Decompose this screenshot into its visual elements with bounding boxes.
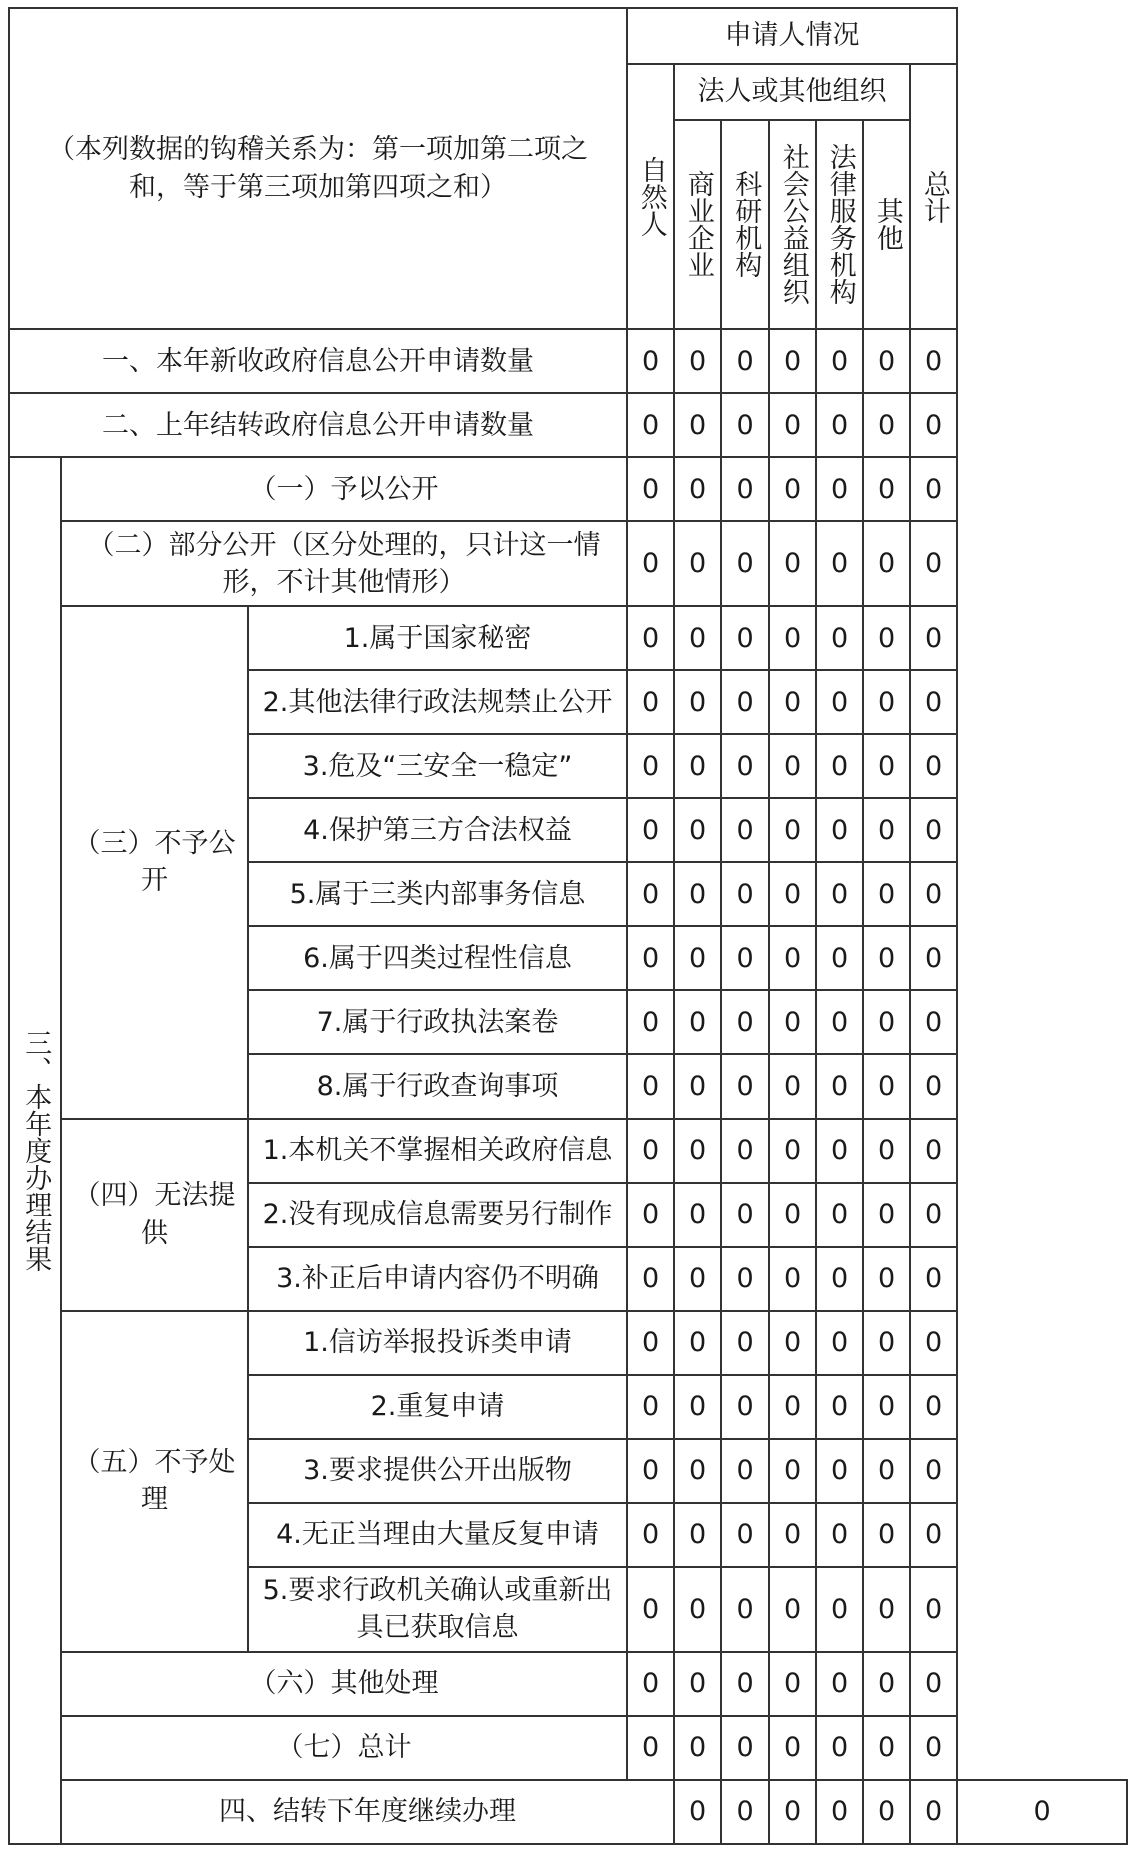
cell-total: 0 [910, 1054, 957, 1118]
cell-legal-service: 0 [863, 1780, 910, 1844]
cell-other: 0 [863, 1119, 910, 1183]
cell-natural-person: 0 [627, 329, 674, 393]
cell-natural-person: 0 [627, 734, 674, 798]
cell-commercial: 0 [674, 734, 721, 798]
cell-natural-person: 0 [627, 521, 674, 606]
cell-legal-service: 0 [816, 1652, 863, 1716]
cell-commercial: 0 [674, 1652, 721, 1716]
cell-total: 0 [910, 1652, 957, 1716]
cell-research: 0 [721, 521, 769, 606]
cell-public-welfare: 0 [769, 1247, 816, 1311]
cell-total: 0 [910, 521, 957, 606]
cell-other: 0 [863, 1503, 910, 1567]
cell-research: 0 [721, 1716, 769, 1780]
cell-legal-service: 0 [816, 457, 863, 521]
cell-public-welfare: 0 [769, 521, 816, 606]
cell-other: 0 [863, 1247, 910, 1311]
cell-total: 0 [910, 329, 957, 393]
header-natural-person: 自然人 [627, 64, 674, 330]
cell-legal-service: 0 [816, 521, 863, 606]
cell-natural-person: 0 [627, 1054, 674, 1118]
row-label: 一、本年新收政府信息公开申请数量 [9, 329, 627, 393]
cell-natural-person: 0 [627, 1439, 674, 1503]
cell-other: 0 [910, 1780, 957, 1844]
cell-total: 0 [910, 457, 957, 521]
cell-natural-person: 0 [627, 926, 674, 990]
cell-commercial: 0 [674, 1119, 721, 1183]
table-row [9, 1652, 1127, 1716]
cell-legal-service: 0 [816, 1054, 863, 1118]
cell-natural-person: 0 [627, 1567, 674, 1652]
cell-commercial: 0 [674, 1716, 721, 1780]
cell-natural-person: 0 [627, 990, 674, 1054]
cell-commercial: 0 [674, 1375, 721, 1439]
cell-natural-person: 0 [627, 1119, 674, 1183]
cell-public-welfare: 0 [769, 1652, 816, 1716]
cell-commercial: 0 [674, 990, 721, 1054]
table-row [9, 521, 1127, 606]
cell-research: 0 [721, 1311, 769, 1375]
statistics-table [8, 7, 1128, 1845]
header-commercial: 商业企业 [674, 120, 721, 330]
cell-other: 0 [863, 670, 910, 734]
cell-public-welfare: 0 [769, 1567, 816, 1652]
cell-total: 0 [910, 1119, 957, 1183]
cell-total: 0 [910, 1183, 957, 1247]
cell-other: 0 [863, 606, 910, 670]
cell-total: 0 [910, 862, 957, 926]
cell-public-welfare: 0 [769, 926, 816, 990]
row-label: （一）予以公开 [61, 457, 627, 521]
cell-total: 0 [910, 798, 957, 862]
cell-total: 0 [910, 1247, 957, 1311]
item-label: 1.信访举报投诉类申请 [248, 1311, 627, 1375]
header-note: （本列数据的钩稽关系为：第一项加第二项之和，等于第三项加第四项之和） [9, 8, 627, 329]
cell-total: 0 [910, 734, 957, 798]
cell-natural-person: 0 [627, 393, 674, 457]
cell-natural-person: 0 [627, 1716, 674, 1780]
cell-natural-person: 0 [627, 1652, 674, 1716]
cell-legal-service: 0 [816, 1247, 863, 1311]
cell-natural-person: 0 [627, 1503, 674, 1567]
cell-research: 0 [721, 798, 769, 862]
cell-commercial: 0 [674, 457, 721, 521]
cell-research: 0 [721, 329, 769, 393]
item-label: 7.属于行政执法案卷 [248, 990, 627, 1054]
cell-natural-person: 0 [627, 670, 674, 734]
cell-commercial: 0 [674, 1311, 721, 1375]
cell-total: 0 [910, 990, 957, 1054]
item-label: 4.无正当理由大量反复申请 [248, 1503, 627, 1567]
cell-other: 0 [863, 521, 910, 606]
header-public-welfare: 社会公益组织 [769, 120, 816, 330]
cell-commercial: 0 [674, 521, 721, 606]
item-label: 3.要求提供公开出版物 [248, 1439, 627, 1503]
cell-legal-service: 0 [816, 1567, 863, 1652]
table-row [9, 329, 1127, 393]
cell-commercial: 0 [674, 1439, 721, 1503]
cell-commercial: 0 [674, 329, 721, 393]
cell-research: 0 [721, 393, 769, 457]
cell-total: 0 [910, 1567, 957, 1652]
cell-total: 0 [910, 670, 957, 734]
cell-legal-service: 0 [816, 862, 863, 926]
cell-public-welfare: 0 [769, 1375, 816, 1439]
cell-natural-person: 0 [627, 862, 674, 926]
cell-research: 0 [721, 1247, 769, 1311]
item-label: 2.其他法律行政法规禁止公开 [248, 670, 627, 734]
cell-total: 0 [910, 393, 957, 457]
item-label: 1.属于国家秘密 [248, 606, 627, 670]
item-label: 1.本机关不掌握相关政府信息 [248, 1119, 627, 1183]
cell-research: 0 [721, 606, 769, 670]
cell-commercial: 0 [674, 1503, 721, 1567]
cell-other: 0 [863, 1439, 910, 1503]
cell-public-welfare: 0 [769, 798, 816, 862]
cell-research: 0 [721, 670, 769, 734]
header-total: 总计 [910, 64, 957, 330]
cell-public-welfare: 0 [769, 393, 816, 457]
cell-commercial: 0 [674, 393, 721, 457]
cell-research: 0 [721, 1503, 769, 1567]
table-row [9, 1716, 1127, 1780]
cell-commercial: 0 [674, 1567, 721, 1652]
cell-legal-service: 0 [816, 734, 863, 798]
cell-legal-service: 0 [816, 1183, 863, 1247]
cell-commercial: 0 [674, 670, 721, 734]
item-label: 2.没有现成信息需要另行制作 [248, 1183, 627, 1247]
cell-research: 0 [721, 734, 769, 798]
cell-legal-service: 0 [816, 1503, 863, 1567]
cell-other: 0 [863, 1375, 910, 1439]
subsection-label: （五）不予处理 [61, 1311, 248, 1652]
header-other: 其他 [863, 120, 910, 330]
cell-commercial: 0 [674, 1183, 721, 1247]
cell-other: 0 [863, 1311, 910, 1375]
cell-total: 0 [910, 1439, 957, 1503]
cell-legal-service: 0 [816, 329, 863, 393]
cell-public-welfare: 0 [769, 1503, 816, 1567]
cell-research: 0 [721, 1652, 769, 1716]
cell-other: 0 [863, 1183, 910, 1247]
row-label: （二）部分公开（区分处理的，只计这一情形，不计其他情形） [61, 521, 627, 606]
table-row [9, 606, 1127, 670]
cell-legal-service: 0 [816, 1716, 863, 1780]
cell-other: 0 [863, 734, 910, 798]
cell-commercial: 0 [674, 926, 721, 990]
row-label: 二、上年结转政府信息公开申请数量 [9, 393, 627, 457]
cell-commercial: 0 [674, 606, 721, 670]
cell-total: 0 [957, 1780, 1127, 1844]
cell-natural-person: 0 [627, 798, 674, 862]
cell-other: 0 [863, 1054, 910, 1118]
cell-public-welfare: 0 [769, 1183, 816, 1247]
cell-research: 0 [721, 990, 769, 1054]
item-label: 8.属于行政查询事项 [248, 1054, 627, 1118]
cell-legal-service: 0 [816, 606, 863, 670]
cell-other: 0 [863, 926, 910, 990]
cell-research: 0 [721, 1054, 769, 1118]
row-label: 四、结转下年度继续办理 [61, 1780, 674, 1844]
table-row [9, 457, 1127, 521]
item-label: 5.要求行政机关确认或重新出具已获取信息 [248, 1567, 627, 1652]
cell-other: 0 [863, 329, 910, 393]
cell-public-welfare: 0 [769, 1716, 816, 1780]
cell-other: 0 [863, 1716, 910, 1780]
item-label: 5.属于三类内部事务信息 [248, 862, 627, 926]
cell-commercial: 0 [674, 1247, 721, 1311]
cell-other: 0 [863, 1567, 910, 1652]
cell-public-welfare: 0 [769, 1119, 816, 1183]
applicant-group-header: 申请人情况 [627, 8, 957, 64]
cell-legal-service: 0 [816, 926, 863, 990]
table-row [9, 1780, 1127, 1844]
cell-public-welfare: 0 [769, 670, 816, 734]
cell-research: 0 [721, 1567, 769, 1652]
cell-research: 0 [721, 862, 769, 926]
cell-public-welfare: 0 [769, 862, 816, 926]
cell-commercial: 0 [674, 862, 721, 926]
cell-natural-person: 0 [627, 457, 674, 521]
cell-total: 0 [910, 1311, 957, 1375]
cell-other: 0 [863, 798, 910, 862]
cell-legal-service: 0 [816, 1375, 863, 1439]
cell-total: 0 [910, 1503, 957, 1567]
cell-other: 0 [863, 990, 910, 1054]
cell-research: 0 [721, 1183, 769, 1247]
cell-research: 0 [721, 1375, 769, 1439]
cell-commercial: 0 [721, 1780, 769, 1844]
cell-total: 0 [910, 606, 957, 670]
section-3-label: 三、本年度办理结果 [9, 457, 61, 1844]
cell-commercial: 0 [674, 1054, 721, 1118]
cell-natural-person: 0 [627, 1375, 674, 1439]
cell-natural-person: 0 [627, 1247, 674, 1311]
cell-legal-service: 0 [816, 393, 863, 457]
cell-public-welfare: 0 [769, 457, 816, 521]
item-label: 3.补正后申请内容仍不明确 [248, 1247, 627, 1311]
cell-public-welfare: 0 [769, 1439, 816, 1503]
header-research: 科研机构 [721, 120, 769, 330]
subsection-label: （三）不予公开 [61, 606, 248, 1118]
cell-total: 0 [910, 1716, 957, 1780]
subsection-label: （四）无法提供 [61, 1119, 248, 1311]
cell-legal-service: 0 [816, 1311, 863, 1375]
header-legal-service: 法律服务机构 [816, 120, 863, 330]
table-row [9, 1119, 1127, 1183]
cell-public-welfare: 0 [816, 1780, 863, 1844]
cell-commercial: 0 [674, 798, 721, 862]
item-label: 6.属于四类过程性信息 [248, 926, 627, 990]
cell-other: 0 [863, 393, 910, 457]
cell-research: 0 [721, 457, 769, 521]
cell-research: 0 [721, 1119, 769, 1183]
cell-legal-service: 0 [816, 670, 863, 734]
cell-natural-person: 0 [674, 1780, 721, 1844]
cell-legal-service: 0 [816, 1439, 863, 1503]
cell-legal-service: 0 [816, 990, 863, 1054]
table-row [9, 1311, 1127, 1375]
cell-natural-person: 0 [627, 606, 674, 670]
cell-research: 0 [769, 1780, 816, 1844]
cell-other: 0 [863, 1652, 910, 1716]
item-label: 4.保护第三方合法权益 [248, 798, 627, 862]
cell-public-welfare: 0 [769, 1054, 816, 1118]
cell-public-welfare: 0 [769, 606, 816, 670]
item-label: 2.重复申请 [248, 1375, 627, 1439]
table-row [9, 393, 1127, 457]
cell-public-welfare: 0 [769, 1311, 816, 1375]
cell-total: 0 [910, 1375, 957, 1439]
cell-other: 0 [863, 862, 910, 926]
cell-public-welfare: 0 [769, 734, 816, 798]
cell-research: 0 [721, 1439, 769, 1503]
legal-group-header: 法人或其他组织 [674, 64, 910, 120]
row-label: （六）其他处理 [61, 1652, 627, 1716]
cell-natural-person: 0 [627, 1183, 674, 1247]
item-label: 3.危及“三安全一稳定” [248, 734, 627, 798]
cell-research: 0 [721, 926, 769, 990]
cell-legal-service: 0 [816, 1119, 863, 1183]
cell-other: 0 [863, 457, 910, 521]
cell-public-welfare: 0 [769, 329, 816, 393]
cell-legal-service: 0 [816, 798, 863, 862]
cell-public-welfare: 0 [769, 990, 816, 1054]
cell-total: 0 [910, 926, 957, 990]
cell-natural-person: 0 [627, 1311, 674, 1375]
row-label: （七）总计 [61, 1716, 627, 1780]
